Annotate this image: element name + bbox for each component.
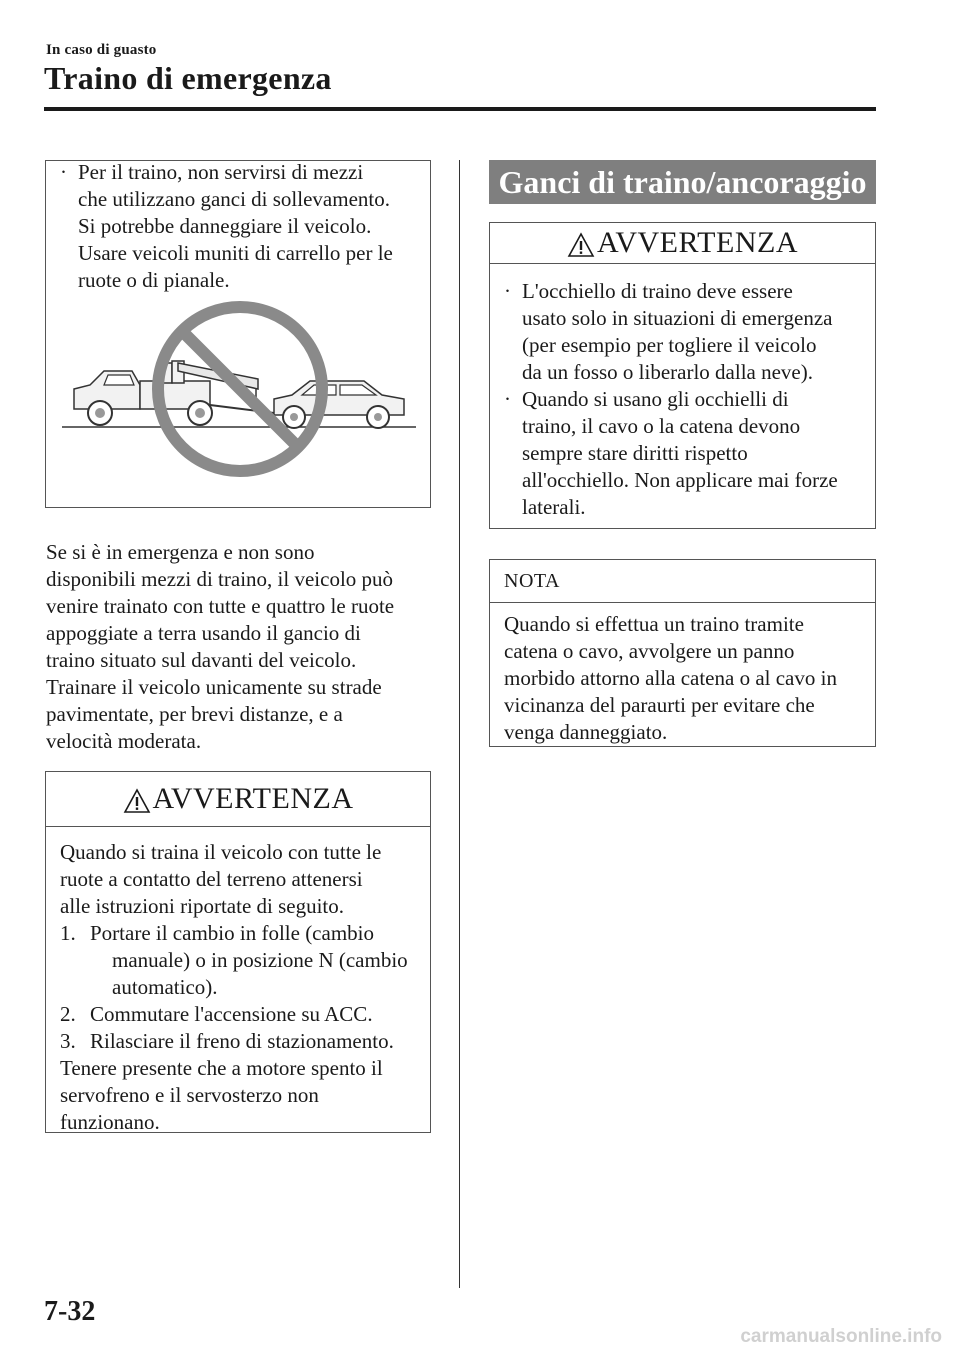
bullet-line: traino, il cavo o la catena devono bbox=[522, 414, 801, 438]
warning-triangle-icon bbox=[567, 232, 595, 258]
paragraph-line: traino situato sul davanti del veicolo. bbox=[46, 648, 357, 672]
paragraph-line: pavimentate, per brevi distanze, e a bbox=[46, 702, 343, 726]
paragraph-line: appoggiate a terra usando il gancio di bbox=[46, 621, 361, 645]
towing-paragraph bbox=[46, 539, 446, 755]
section-banner: Ganci di traino/ancoraggio bbox=[489, 160, 876, 204]
list-item bbox=[490, 386, 875, 521]
bullet-line: laterali. bbox=[522, 495, 586, 519]
column-divider bbox=[459, 160, 460, 1288]
bullet-line: Usare veicoli muniti di carrello per le bbox=[78, 241, 393, 265]
warning-outro-line: Tenere presente che a motore spento il bbox=[60, 1056, 383, 1080]
warning-content bbox=[46, 827, 430, 1136]
tow-truck-caution-box bbox=[45, 160, 431, 508]
warning-intro-line: Quando si traina il veicolo con tutte le bbox=[60, 840, 382, 864]
bullet-line: che utilizzano ganci di sollevamento. bbox=[78, 187, 390, 211]
note-box bbox=[489, 559, 876, 747]
bullet-line: ruote o di pianale. bbox=[78, 268, 230, 292]
step-number: 2. bbox=[60, 1002, 76, 1026]
page-title: Traino di emergenza bbox=[44, 60, 332, 96]
step-line: manuale) o in posizione N (cambio bbox=[112, 948, 408, 972]
warning-outro-line: funzionano. bbox=[60, 1110, 160, 1134]
bullet-line: usato solo in situazioni di emergenza bbox=[522, 306, 833, 330]
title-divider bbox=[44, 107, 876, 111]
step-number: 3. bbox=[60, 1029, 76, 1053]
warning-content bbox=[490, 264, 875, 521]
note-line: vicinanza del paraurti per evitare che bbox=[504, 693, 815, 717]
bullet-line: sempre stare diritti rispetto bbox=[522, 441, 748, 465]
paragraph-line: velocità moderata. bbox=[46, 729, 202, 753]
step-item bbox=[46, 1001, 420, 1028]
step-line: Portare il cambio in folle (cambio bbox=[90, 921, 374, 945]
step-line: automatico). bbox=[112, 975, 218, 999]
bullet-icon: · bbox=[504, 279, 511, 303]
bullet-line: Per il traino, non servirsi di mezzi bbox=[78, 160, 364, 184]
bullet-line: L'occhiello di traino deve essere bbox=[522, 279, 793, 303]
paragraph-line: disponibili mezzi di traino, il veicolo può bbox=[46, 567, 394, 591]
step-line: Rilasciare il freno di stazionamento. bbox=[90, 1029, 394, 1053]
warning-triangle-icon bbox=[123, 788, 151, 814]
bullet-line: da un fosso o liberarlo dalla neve). bbox=[522, 360, 813, 384]
note-line: morbido attorno alla catena o al cavo in bbox=[504, 666, 837, 690]
warning-title: AVVERTENZA bbox=[597, 226, 798, 259]
step-item bbox=[46, 920, 420, 1001]
page-number: 7-32 bbox=[44, 1296, 96, 1327]
note-line: catena o cavo, avvolgere un panno bbox=[504, 639, 795, 663]
paragraph-line: venire trainato con tutte e quattro le ruote bbox=[46, 594, 395, 618]
bullet-line: all'occhiello. Non applicare mai forze bbox=[522, 468, 838, 492]
watermark: carmanualsonline.info bbox=[740, 1326, 942, 1347]
paragraph-line: Trainare il veicolo unicamente su strade bbox=[46, 675, 382, 699]
warning-title: AVVERTENZA bbox=[152, 782, 354, 815]
bullet-line: Si potrebbe danneggiare il veicolo. bbox=[78, 214, 372, 238]
paragraph-line: Se si è in emergenza e non sono bbox=[46, 540, 315, 564]
bullet-line: Quando si usano gli occhielli di bbox=[522, 387, 789, 411]
list-item bbox=[490, 278, 875, 386]
list-item bbox=[46, 159, 430, 294]
step-line: Commutare l'accensione su ACC. bbox=[90, 1002, 373, 1026]
note-content bbox=[490, 603, 875, 746]
section-label: In caso di guasto bbox=[46, 42, 157, 58]
warning-header bbox=[46, 772, 430, 827]
bullet-icon: · bbox=[60, 160, 67, 184]
bullet-icon: · bbox=[504, 387, 511, 411]
step-item bbox=[46, 1028, 420, 1055]
warning-intro-line: alle istruzioni riportate di seguito. bbox=[60, 894, 345, 918]
warning-header bbox=[490, 223, 875, 264]
note-line: venga danneggiato. bbox=[504, 720, 668, 744]
note-line: Quando si effettua un traino tramite bbox=[504, 612, 804, 636]
step-number: 1. bbox=[60, 921, 76, 945]
warning-box-left bbox=[45, 771, 431, 1133]
bullet-line: (per esempio per togliere il veicolo bbox=[522, 333, 817, 357]
warning-outro-line: servofreno e il servosterzo non bbox=[60, 1083, 319, 1107]
note-header: NOTA bbox=[490, 560, 875, 603]
warning-intro-line: ruote a contatto del terreno attenersi bbox=[60, 867, 363, 891]
no-tow-truck-prohibition-icon bbox=[60, 301, 420, 491]
warning-box-right bbox=[489, 222, 876, 529]
